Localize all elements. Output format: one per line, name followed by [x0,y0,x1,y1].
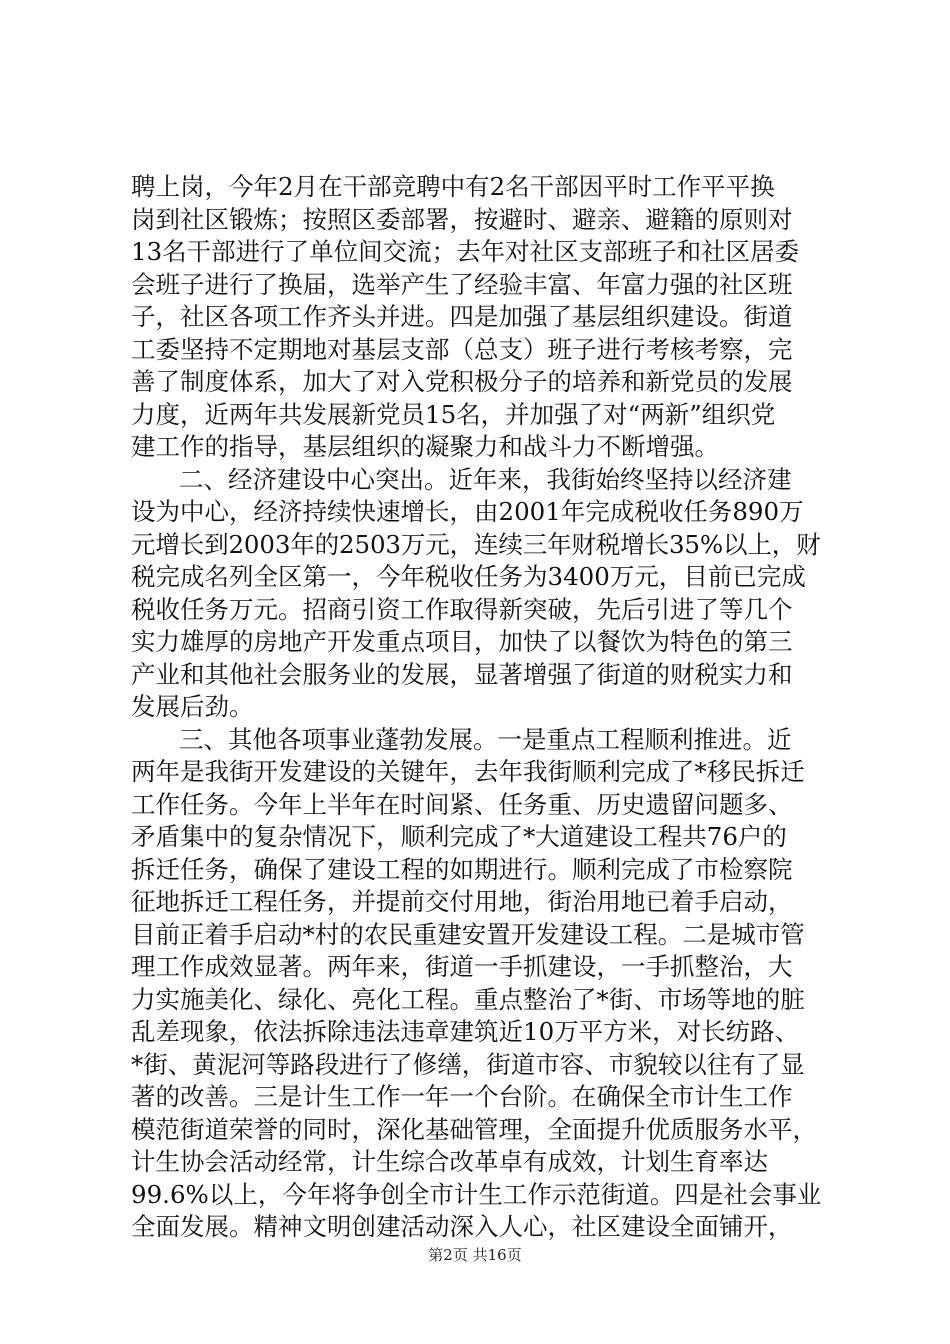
text-line: 13名干部进行了单位间交流；去年对社区支部班子和社区居委 [131,237,800,266]
text-line: 税完成名列全区第一，今年税收任务为3400万元，目前已完成 [131,562,806,591]
body-text [131,171,821,1244]
text-line: 矛盾集中的复杂情况下，顺利完成了*大道建设工程共76户的 [131,822,787,851]
text-line: 征地拆迁工程任务，并提前交付用地，街治用地已着手启动， [131,887,793,916]
text-line: 工作任务。今年上半年在时间紧、任务重、历史遗留问题多、 [131,789,793,819]
text-line: *街、黄泥河等路段进行了修缮，街道市容、市貌较以往有了显 [131,1049,805,1079]
text-line: 计生协会活动经常，计生综合改革卓有成效，计划生育率达 [131,1147,768,1176]
text-line: 产业和其他社会服务业的发展，显著增强了街道的财税实力和 [131,659,793,689]
text-line: 设为中心，经济持续快速增长，由2001年完成税收任务890万 [131,497,804,526]
text-line: 全面发展。精神文明创建活动深入人心，社区建设全面铺开， [131,1212,793,1241]
text-line: 模范街道荣誉的同时，深化基础管理，全面提升优质服务水平， [131,1114,817,1144]
text-line: 99.6%以上，今年将争创全市计生工作示范街道。四是社会事业 [131,1179,821,1209]
text-line: 乱差现象，依法拆除违法违章建筑近10万平方米，对长纺路、 [131,1017,800,1046]
text-line: 两年是我街开发建设的关键年，去年我街顺利完成了*移民拆迁 [131,757,805,786]
text-line: 聘上岗，今年2月在干部竞聘中有2名干部因平时工作平平换 [131,172,775,201]
text-line: 工委坚持不定期地对基层支部（总支）班子进行考核考察，完 [131,334,793,364]
text-line: 实力雄厚的房地产开发重点项目，加快了以餐饮为特色的第三 [131,627,793,656]
text-line: 拆迁任务，确保了建设工程的如期进行。顺利完成了市检察院 [131,854,793,884]
text-line: 善了制度体系，加大了对入党积极分子的培养和新党员的发展 [131,367,793,396]
text-line: 税收任务万元。招商引资工作取得新突破，先后引进了等几个 [131,594,793,624]
text-line: 元增长到2003年的2503万元，连续三年财税增长35%以上，财 [131,529,821,559]
text-line: 会班子进行了换届，选举产生了经验丰富、年富力强的社区班 [131,269,793,299]
paragraph-start-line: 二、经济建设中心突出。近年来，我街始终坚持以经济建 [179,464,792,494]
text-line: 发展后劲。 [131,692,254,721]
text-line: 目前正着手启动*村的农民重建安置开发建设工程。二是城市管 [131,919,805,949]
text-line: 岗到社区锻炼；按照区委部署，按避时、避亲、避籍的原则对 [131,204,793,234]
text-line: 建工作的指导，基层组织的凝聚力和战斗力不断增强。 [131,432,719,461]
text-line: 子，社区各项工作齐头并进。四是加强了基层组织建设。街道 [131,302,793,331]
text-line: 著的改善。三是计生工作一年一个台阶。在确保全市计生工作 [131,1082,793,1111]
text-line: 力实施美化、绿化、亮化工程。重点整治了*街、市场等地的脏 [131,984,805,1014]
text-line: 力度，近两年共发展新党员15名，并加强了对“两新”组织党 [131,399,776,429]
page-footer: 第2页 共16页 [428,1246,522,1264]
text-line: 理工作成效显著。两年来，街道一手抓建设，一手抓整治，大 [131,952,793,981]
paragraph-start-line: 三、其他各项事业蓬勃发展。一是重点工程顺利推进。近 [179,724,792,754]
